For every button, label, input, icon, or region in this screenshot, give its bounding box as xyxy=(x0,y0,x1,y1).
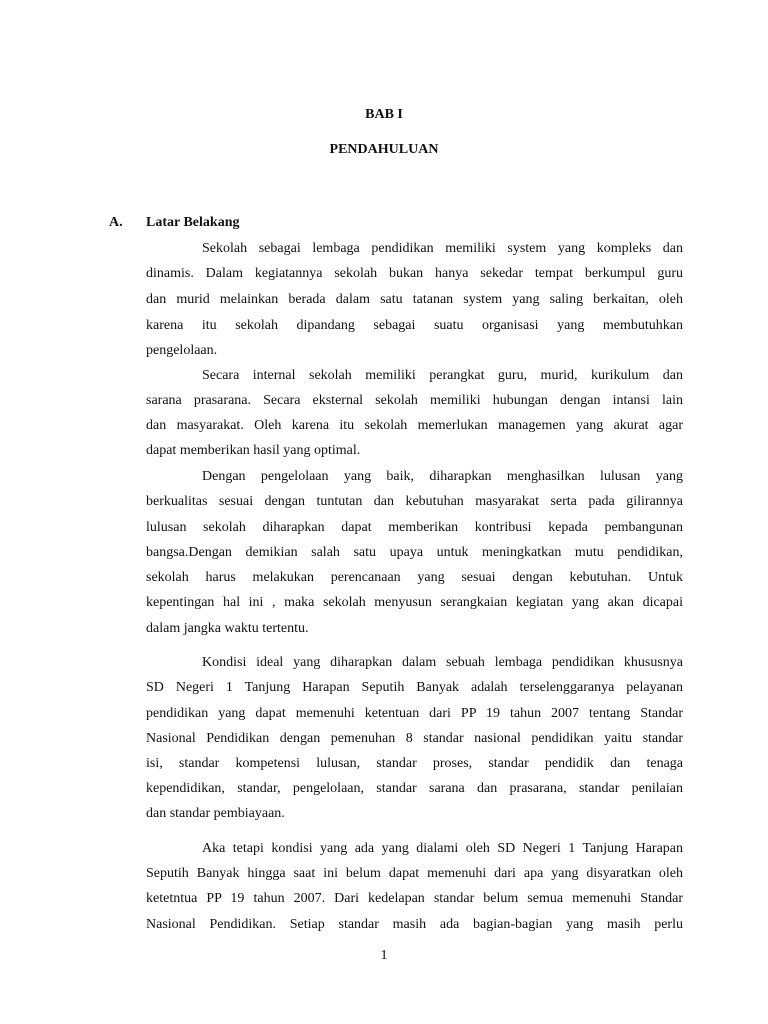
body-line: ketetntua PP 19 tahun 2007. Dari kedelapan standar belum semua memenuhi Standar xyxy=(146,891,683,906)
body-line: Kondisi ideal yang diharapkan dalam sebuah lembaga pendidikan khususnya xyxy=(202,655,683,670)
body-line: kepentingan hal ini , maka sekolah menyusun serangkaian kegiatan yang akan dicapai xyxy=(146,595,683,610)
body-line: dapat memberikan hasil yang optimal. xyxy=(146,443,361,458)
body-line: Nasional Pendidikan. Setiap standar masih ada bagian-bagian yang masih perlu xyxy=(146,917,683,932)
body-line: sekolah harus melakukan perencanaan yang sesuai dengan kebutuhan. Untuk xyxy=(146,570,683,585)
body-line: pengelolaan. xyxy=(146,343,218,358)
section-letter: A. xyxy=(109,215,123,230)
body-line: dan standar pembiayaan. xyxy=(146,806,285,821)
body-line: SD Negeri 1 Tanjung Harapan Seputih Banyak adalah terselenggaranya pelayanan xyxy=(146,680,683,695)
chapter-title: PENDAHULUAN xyxy=(329,142,439,157)
body-line: karena itu sekolah dipandang sebagai suatu organisasi yang membutuhkan xyxy=(146,318,683,333)
body-line: Seputih Banyak hingga saat ini belum dapat memenuhi dari apa yang disyaratkan oleh xyxy=(146,866,683,881)
body-line: kependidikan, standar, pengelolaan, standar sarana dan prasarana, standar penilaian xyxy=(146,781,683,796)
body-line: lulusan sekolah diharapkan dapat memberikan kontribusi kepada pembangunan xyxy=(146,520,683,535)
body-line: Secara internal sekolah memiliki perangkat guru, murid, kurikulum dan xyxy=(202,368,683,383)
body-line: dalam jangka waktu tertentu. xyxy=(146,621,309,636)
section-title: Latar Belakang xyxy=(146,215,240,230)
body-line: bangsa.Dengan demikian salah satu upaya untuk meningkatkan mutu pendidikan, xyxy=(146,545,683,560)
chapter-heading: BAB I xyxy=(365,107,403,122)
body-line: Aka tetapi kondisi yang ada yang dialami oleh SD Negeri 1 Tanjung Harapan xyxy=(202,841,683,856)
page-number: 1 xyxy=(380,948,388,963)
body-line: isi, standar kompetensi lulusan, standar proses, standar pendidik dan tenaga xyxy=(146,756,683,771)
body-line: berkualitas sesuai dengan tuntutan dan kebutuhan masyarakat serta pada gilirannya xyxy=(146,494,683,509)
body-line: pendidikan yang dapat memenuhi ketentuan dari PP 19 tahun 2007 tentang Standar xyxy=(146,706,683,721)
body-line: Dengan pengelolaan yang baik, diharapkan menghasilkan lulusan yang xyxy=(202,469,683,484)
body-line: sarana prasarana. Secara eksternal sekolah memiliki hubungan dengan intansi lain xyxy=(146,393,683,408)
body-line: dinamis. Dalam kegiatannya sekolah bukan hanya sekedar tempat berkumpul guru xyxy=(146,266,683,281)
body-line: Nasional Pendidikan dengan pemenuhan 8 standar nasional pendidikan yaitu standar xyxy=(146,731,683,746)
body-line: dan murid melainkan berada dalam satu tatanan system yang saling berkaitan, oleh xyxy=(146,292,683,307)
body-line: dan masyarakat. Oleh karena itu sekolah memerlukan managemen yang akurat agar xyxy=(146,418,683,433)
body-line: Sekolah sebagai lembaga pendidikan memiliki system yang kompleks dan xyxy=(202,241,683,256)
